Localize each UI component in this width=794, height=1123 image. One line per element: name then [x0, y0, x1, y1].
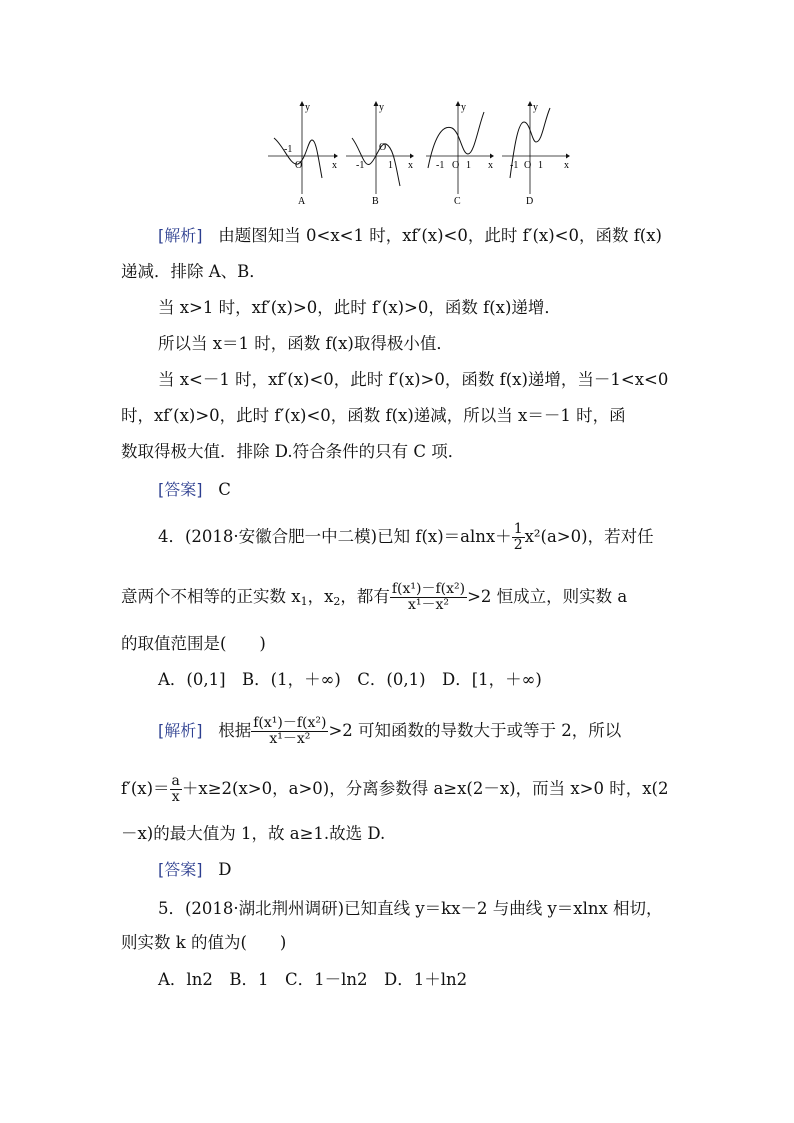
q3-answer: C: [218, 480, 231, 499]
graph-d-origin: O: [524, 160, 532, 171]
half-den: 2: [513, 537, 523, 553]
graph-d-y-label: y: [533, 102, 538, 113]
q4-line2-pre: 意两个不相等的正实数 x: [121, 587, 301, 606]
q4-jiexi-line: [158, 716, 621, 747]
jiexi-tag: [解析]: [158, 721, 203, 740]
graph-d-label: D: [526, 196, 534, 207]
graph-c-tick-pos: 1: [466, 160, 471, 171]
graph-d-tick-neg: -1: [510, 160, 519, 171]
q4-sub1: 1: [300, 595, 308, 608]
a-den: x: [171, 789, 180, 805]
graph-c: [426, 101, 494, 207]
graph-c-origin: O: [452, 160, 460, 171]
half-num: 1: [513, 521, 523, 537]
q3-p2: 当 x>1 时，xf′(x)>0，此时 f′(x)>0，函数 f(x)递增．: [158, 298, 561, 317]
option-graphs: [262, 98, 572, 208]
graph-b: [346, 101, 414, 207]
daan-tag: [答案]: [158, 860, 203, 879]
q5-stem-cont: 则实数 k 的值为( ): [121, 933, 287, 952]
q4-condition-fraction: [390, 582, 467, 613]
q3-answer-line: [158, 478, 231, 502]
graph-a-origin: O: [295, 160, 303, 171]
graph-c-label: C: [454, 196, 461, 207]
a-over-x-fraction: [170, 774, 182, 805]
graph-a-y-label: y: [305, 102, 310, 113]
q4-line-2: [121, 582, 627, 614]
q4-jiexi-post: >2 可知函数的导数大于或等于 2，所以: [328, 721, 622, 740]
q4-options: A．(0,1] B．(1，＋∞) C．(0,1) D．[1，＋∞): [158, 670, 542, 689]
q4-line2-mid: ，都有: [340, 587, 390, 606]
q4-jiexi-frac-num: f(x¹)－f(x²): [253, 715, 327, 731]
q3-p1: 由题图知当 0<x<1 时，xf′(x)<0，此时 f′(x)<0，函数 f(x): [218, 226, 662, 245]
graph-b-label: B: [372, 196, 379, 207]
daan-tag: [答案]: [158, 480, 203, 499]
graph-a: [268, 101, 338, 207]
q3-p1-cont: 递减．排除 A、B．: [121, 262, 266, 281]
graph-b-x-label: x: [408, 160, 413, 171]
graph-b-origin: O: [379, 142, 387, 153]
q4-line-3: 的取值范围是( ): [121, 634, 266, 653]
q4-line2-post: >2 恒成立，则实数 a: [467, 587, 628, 606]
q4-deriv-pre: f′(x)＝: [121, 779, 170, 798]
q4-answer-line: [158, 858, 231, 882]
graph-a-tick: -1: [284, 144, 293, 155]
q3-p3: 所以当 x＝1 时，函数 f(x)取得极小值．: [158, 334, 453, 353]
q4-stem-line: [158, 522, 654, 553]
jiexi-tag: [解析]: [158, 226, 203, 245]
q4-jiexi-frac-den: x¹－x²: [269, 731, 311, 747]
q3-p4-cont: 时，xf′(x)>0，此时 f′(x)<0，函数 f(x)递减，所以当 x＝－1 时，函: [121, 406, 626, 425]
graph-b-y-label: y: [379, 102, 384, 113]
half-fraction: [512, 522, 525, 553]
graph-b-tick-neg: -1: [356, 160, 365, 171]
graph-d-x-label: x: [564, 160, 569, 171]
q4-answer: D: [218, 860, 232, 879]
q3-p4-cont2: 数取得极大值．排除 D.符合条件的只有 C 项．: [121, 442, 465, 461]
graph-d: [502, 101, 570, 207]
q3-p4: 当 x<－1 时，xf′(x)<0，此时 f′(x)>0，函数 f(x)递增，当－1<x<0: [158, 370, 669, 389]
q4-deriv-line: [121, 774, 668, 805]
q4-frac-num: f(x¹)－f(x²): [391, 581, 466, 597]
q4-stem-post: x²(a>0)，若对任: [524, 527, 654, 546]
q4-sub2: 2: [333, 595, 341, 608]
q4-jiexi-fraction: [251, 716, 328, 747]
q4-deriv-post: ＋x≥2(x>0，a>0)，分离参数得 a≥x(2－x)，而当 x>0 时，x(2: [181, 779, 669, 798]
q4-frac-den: x¹－x²: [407, 597, 449, 613]
graph-a-x-label: x: [332, 160, 337, 171]
graph-a-label: A: [298, 196, 306, 207]
a-num: a: [171, 773, 180, 789]
q5-options: A．ln2 B．1 C．1－ln2 D．1＋ln2: [158, 970, 468, 989]
graph-b-tick-pos: 1: [388, 160, 393, 171]
q4-stem-pre: 4．(2018·安徽合肥一中二模)已知 f(x)＝alnx＋: [158, 527, 512, 546]
q5-stem: 5．(2018·湖北荆州调研)已知直线 y＝kx－2 与曲线 y＝xlnx 相切，: [158, 899, 663, 918]
graph-c-x-label: x: [488, 160, 493, 171]
q4-comma: ，x: [307, 587, 334, 606]
q3-jiexi-line-1: [158, 224, 662, 248]
graph-c-tick-neg: -1: [436, 160, 445, 171]
q4-deriv-cont: －x)的最大值为 1，故 a≥1.故选 D.: [121, 824, 386, 843]
graph-c-y-label: y: [461, 102, 466, 113]
q4-jiexi-pre: 根据: [218, 721, 252, 740]
graph-d-tick-pos: 1: [538, 160, 543, 171]
